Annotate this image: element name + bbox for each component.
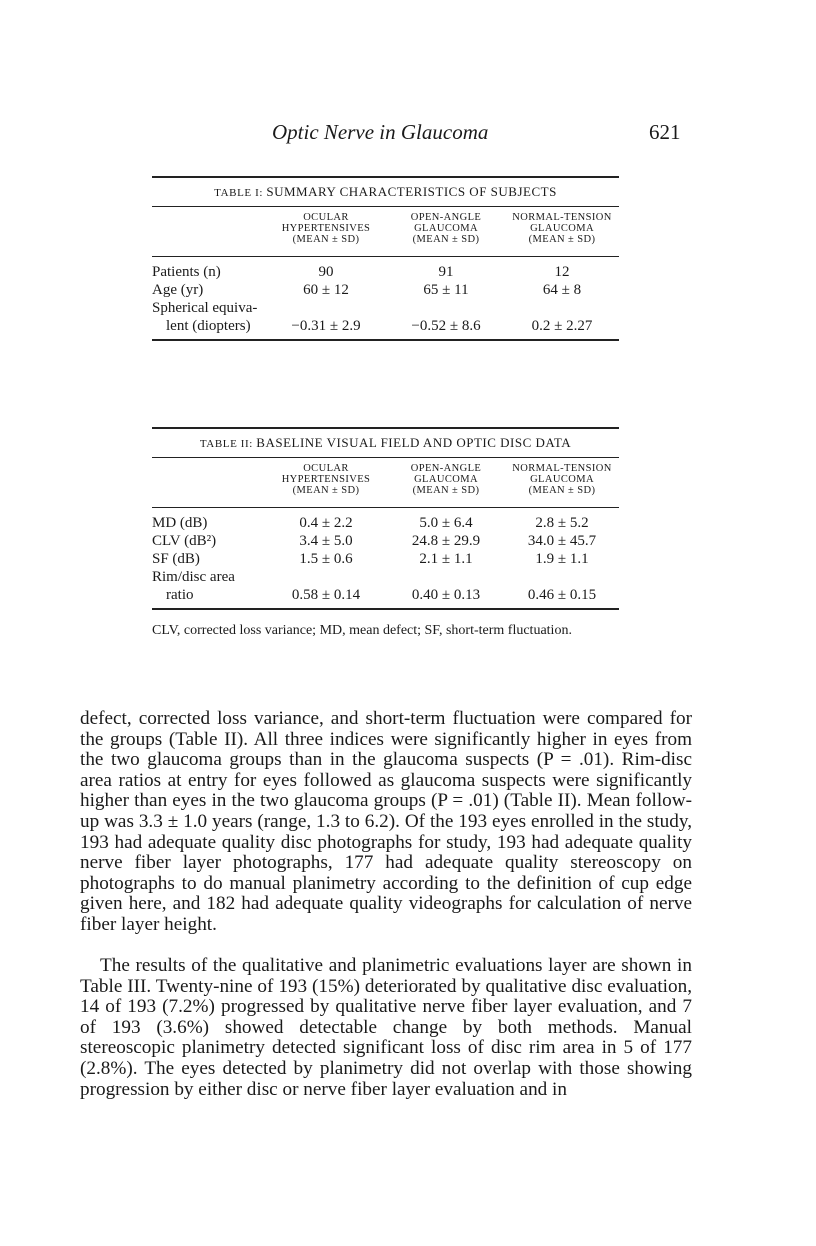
row-label: MD (dB): [152, 515, 208, 531]
table-cell: 12: [554, 264, 570, 280]
table-cell: 60 ± 12: [303, 282, 349, 298]
column-header: OPEN-ANGLE GLAUCOMA (MEAN ± SD): [410, 212, 482, 245]
table-cell: −0.31 ± 2.9: [291, 318, 361, 334]
table-cell: −0.52 ± 8.6: [411, 318, 481, 334]
table-cell: 91: [438, 264, 454, 280]
table-header-row: [152, 207, 619, 256]
row-label: Patients (n): [152, 264, 221, 280]
column-header: NORMAL-TENSION GLAUCOMA (MEAN ± SD): [512, 463, 612, 496]
table-cell: 34.0 ± 45.7: [527, 533, 597, 549]
table-1: [152, 176, 619, 341]
table-label: TABLE I:: [214, 187, 263, 199]
table-cell: 1.5 ± 0.6: [299, 551, 353, 567]
row-label: Spherical equiva- lent (diopters): [152, 300, 258, 334]
row-label: CLV (dB²): [152, 533, 217, 549]
table-header-row: [152, 458, 619, 507]
table-cell: 65 ± 11: [423, 282, 469, 298]
column-header: NORMAL-TENSION GLAUCOMA (MEAN ± SD): [512, 212, 612, 245]
row-label: SF (dB): [152, 551, 200, 567]
table-caption: [152, 429, 619, 457]
table-2: [152, 427, 619, 640]
running-head: [0, 120, 816, 148]
table-label: TABLE II:: [199, 438, 253, 450]
table-cell: 0.2 ± 2.27: [531, 318, 593, 334]
table-cell: 64 ± 8: [542, 282, 582, 298]
table-footnote: CLV, corrected loss variance; MD, mean defect; SF, short-term fluctuation.: [152, 623, 572, 638]
table-cell: 2.1 ± 1.1: [419, 551, 473, 567]
table-cell: 0.46 ± 0.15: [527, 587, 597, 603]
table-cell: 0.4 ± 2.2: [299, 515, 353, 531]
body-paragraph: The results of the qualitative and planimetric evaluations layer are shown in Table III. Twenty-nine of 193 (15%) deteriorated by qualitative disc evaluation, 14 of 193 (7.2%) progressed by qualitative nerve fiber layer evaluation, and 7 of 193 (3.6%) showed detectable change by both methods. Manual stereoscopic planimetry detected significant loss of disc rim area in 5 of 177 (2.8%). The eyes detected by planimetry did not overlap with those showing progression by either disc or nerve fiber layer evaluation and in: [80, 955, 692, 1100]
table-row: [152, 568, 619, 604]
table-bottom-rule: [152, 339, 619, 341]
table-cell: 90: [318, 264, 334, 280]
table-body: [152, 508, 619, 608]
table-cell: 5.0 ± 6.4: [419, 515, 473, 531]
body-paragraph: defect, corrected loss variance, and short-term fluctuation were compared for the groups (Table II). All three indices were significantly higher in eyes from the two glaucoma groups than in the glaucoma suspects (P = .01). Rim-disc area ratios at entry for eyes followed as glaucoma suspects were significantly higher than eyes in the two glaucoma groups (P = .01) (Table II). Mean follow-up was 3.3 ± 1.0 years (range, 1.3 to 6.2). Of the 193 eyes enrolled in the study, 193 had adequate quality disc photographs for study, 193 had adequate quality nerve fiber layer photographs, 177 had adequate quality stereoscopy on photographs to do manual planimetry according to the definition of cup edge given here, and 182 had adequate quality videographs for calculation of nerve fiber layer height.: [80, 708, 692, 935]
table-cell: 3.4 ± 5.0: [299, 533, 353, 549]
table-body: [152, 257, 619, 339]
column-header: OCULAR HYPERTENSIVES (MEAN ± SD): [281, 463, 371, 496]
row-label: Rim/disc area ratio: [152, 569, 235, 603]
table-row: [152, 550, 619, 568]
table-cell: 24.8 ± 29.9: [411, 533, 481, 549]
table-caption: [152, 178, 619, 206]
table-row: [152, 514, 619, 532]
page-number: 621: [649, 120, 681, 144]
column-header: OPEN-ANGLE GLAUCOMA (MEAN ± SD): [410, 463, 482, 496]
table-cell: 0.58 ± 0.14: [291, 587, 361, 603]
table-cell: 1.9 ± 1.1: [535, 551, 589, 567]
table-row: [152, 281, 619, 299]
table-title: BASELINE VISUAL FIELD AND OPTIC DISC DATA: [256, 435, 572, 450]
table-row: [152, 263, 619, 281]
row-label: Age (yr): [152, 282, 204, 298]
table-row: [152, 299, 619, 335]
column-header: OCULAR HYPERTENSIVES (MEAN ± SD): [281, 212, 371, 245]
table-cell: 0.40 ± 0.13: [411, 587, 481, 603]
table-title: SUMMARY CHARACTERISTICS OF SUBJECTS: [266, 184, 557, 199]
running-title: Optic Nerve in Glaucoma: [272, 120, 489, 144]
table-row: [152, 532, 619, 550]
table-cell: 2.8 ± 5.2: [535, 515, 589, 531]
